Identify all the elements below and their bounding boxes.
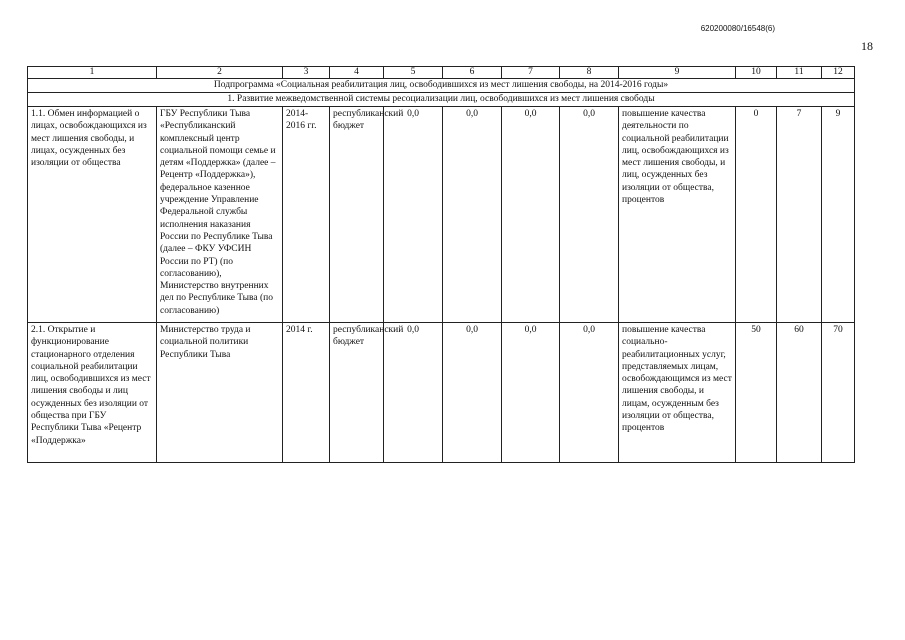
column-number: 3 bbox=[283, 67, 330, 79]
target-cell: 70 bbox=[822, 323, 855, 463]
column-number: 10 bbox=[736, 67, 777, 79]
column-number: 6 bbox=[443, 67, 502, 79]
target-cell: 9 bbox=[822, 107, 855, 323]
column-number: 5 bbox=[384, 67, 443, 79]
document-id: 620200080/16548(6) bbox=[700, 24, 775, 33]
value-cell: 0,0 bbox=[560, 107, 619, 323]
column-number: 4 bbox=[330, 67, 384, 79]
period-cell: 2014 г. bbox=[283, 323, 330, 463]
measure-cell: 2.1. Открытие и функционирование стационарного отделения социальной реабилитации лиц, освободившихся из мест лишения свободы и лиц осужденных без изоляции от общества при ГБУ Республики Тыва «Рецентр «Поддержка» bbox=[28, 323, 157, 463]
column-number: 11 bbox=[777, 67, 822, 79]
subprogram-row bbox=[28, 79, 855, 93]
executor-cell: Министерство труда и социальной политики Республики Тыва bbox=[157, 323, 283, 463]
target-cell: 50 bbox=[736, 323, 777, 463]
column-number: 12 bbox=[822, 67, 855, 79]
value-cell: 0,0 bbox=[443, 107, 502, 323]
value-cell: 0,0 bbox=[502, 323, 560, 463]
source-cell: республиканский бюджет bbox=[330, 323, 384, 463]
value-cell: 0,0 bbox=[384, 323, 443, 463]
target-cell: 0 bbox=[736, 107, 777, 323]
page-number: 18 bbox=[861, 39, 873, 53]
value-cell: 0,0 bbox=[384, 107, 443, 323]
value-cell: 0,0 bbox=[502, 107, 560, 323]
column-number: 7 bbox=[502, 67, 560, 79]
program-table bbox=[27, 66, 855, 463]
section-title: 1. Развитие межведомственной системы ресоциализации лиц, освободившихся из мест лишения свободы bbox=[28, 93, 855, 107]
measure-cell: 1.1. Обмен информацией о лицах, освобождающихся из мест лишения свободы, и лицах, осужденных без изоляции от общества bbox=[28, 107, 157, 323]
column-number: 9 bbox=[619, 67, 736, 79]
period-cell: 2014-2016 гг. bbox=[283, 107, 330, 323]
column-number: 1 bbox=[28, 67, 157, 79]
table-row bbox=[28, 323, 855, 463]
column-number-row bbox=[28, 67, 855, 79]
indicator-cell: повышение качества деятельности по социальной реабилитации лиц, освобождающихся из мест лишения свободы, и лиц, осужденных без изоляции от общества, процентов bbox=[619, 107, 736, 323]
subprogram-title: Подпрограмма «Социальная реабилитация лиц, освободившихся из мест лишения свободы, на 2014-2016 годы» bbox=[28, 79, 855, 93]
column-number: 8 bbox=[560, 67, 619, 79]
target-cell: 60 bbox=[777, 323, 822, 463]
target-cell: 7 bbox=[777, 107, 822, 323]
section-row bbox=[28, 93, 855, 107]
table-row bbox=[28, 107, 855, 323]
indicator-cell: повышение качества социально-реабилитационных услуг, представляемых лицам, освобождающимся из мест лишения свободы, и лицам, осужденным без изоляции от общества, процентов bbox=[619, 323, 736, 463]
value-cell: 0,0 bbox=[560, 323, 619, 463]
value-cell: 0,0 bbox=[443, 323, 502, 463]
source-cell: республиканский бюджет bbox=[330, 107, 384, 323]
column-number: 2 bbox=[157, 67, 283, 79]
executor-cell: ГБУ Республики Тыва «Республиканский комплексный центр социальной помощи семье и детям «Поддержка» (далее – Рецентр «Поддержка»), федеральное казенное учреждение Управление Федеральной службы исполнения наказания России по Республике Тыва (далее – ФКУ УФСИН России по РТ) (по согласованию), Министерство внутренних дел по Республике Тыва (по согласованию) bbox=[157, 107, 283, 323]
